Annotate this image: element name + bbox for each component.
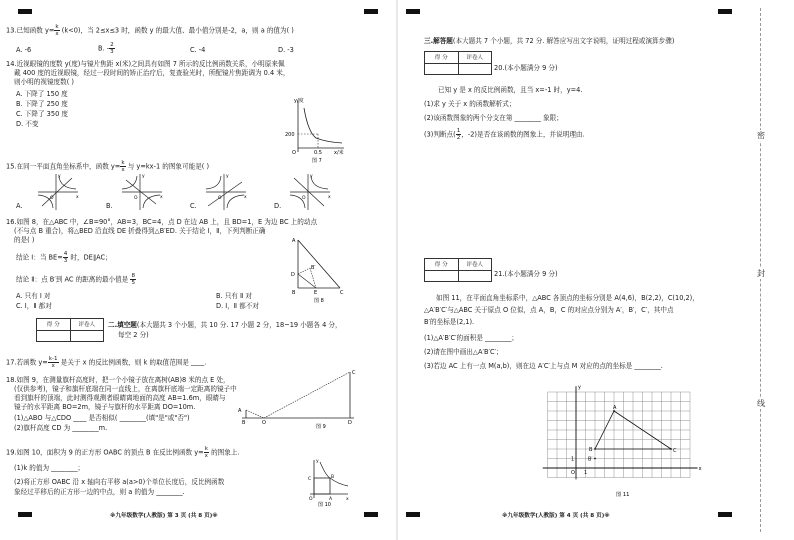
q18-sub-1: (1)△ABO 与△CDO ____ 是否相似( ________(填"是"或"否") [14, 414, 190, 422]
exam-page-3 [0, 0, 396, 540]
q16-option-a: A. 只有 Ⅰ 对 [16, 292, 51, 300]
q20-sub-2: (2)该函数图象的两个分支在第 ________ 象限； [424, 114, 563, 122]
q13-option-a: A. -6 [16, 46, 32, 54]
grader-blank[interactable] [70, 331, 104, 342]
figure-11 [538, 382, 708, 498]
q15-option-d: D. [274, 202, 282, 210]
fig7-x-tick: 0.5 [314, 150, 322, 156]
q19-sub-1: (1)k 的值为 ________； [14, 464, 85, 472]
fig9-D: D [348, 420, 352, 426]
q18-sub-2: (2)旗杆高度 CD 为 ________m. [14, 424, 108, 432]
q21-score-box: 得 分 评卷人 [424, 258, 492, 282]
svg-text:x: x [76, 195, 79, 200]
fig8-A: A [292, 238, 296, 244]
q18-line-2: (仅供参考)，镜子和旗杆底端在同一直线上，在离旗杆底端一定距离的镜子中 [14, 385, 237, 393]
seal-char-mi: 密 [754, 130, 768, 141]
svg-text:y: y [58, 174, 61, 179]
q15-graph-d [290, 174, 331, 210]
q20-sub-1: (1)求 y 关于 x 的函数解析式； [424, 100, 516, 108]
fig11-caption: 图 11 [616, 492, 630, 498]
svg-text:x: x [160, 195, 163, 200]
q19-sub-2-line-1: (2)将正方形 OABC 沿 x 轴向右平移 a(a>0)个单位长度后，反比例函数 [14, 478, 225, 486]
q15-graph-options [14, 172, 344, 212]
svg-text:x: x [244, 195, 247, 200]
q20-score-box: 得 分 评卷人 [424, 51, 492, 75]
q14-option-d: D. 不变 [16, 120, 39, 128]
q21-grader-blank[interactable] [458, 271, 492, 282]
page-3-footer: ※九年级数学(人教版) 第 3 页 (共 8 页)※ [110, 513, 218, 519]
q16-option-b: B. 只有 Ⅱ 对 [216, 292, 252, 300]
fig9-O: O [262, 420, 266, 426]
q21-line-2: △A′B′C′与△ABC 关于原点 O 位似，点 A，B，C 的对应点分别为 A′，B′，C′，其中点 [424, 306, 674, 314]
section2-score-box [36, 318, 104, 342]
q14-option-a: A. 下降了 150 度 [16, 90, 68, 98]
q13-stem: 13.已知函数 y= [6, 26, 55, 35]
corner-mark-bottom-right [364, 512, 378, 517]
seal-char-xian: 线 [754, 398, 768, 409]
svg-text:B: B [331, 475, 335, 480]
q15-option-c: C. [190, 202, 197, 210]
figure-7 [284, 96, 346, 164]
svg-text:A: A [329, 497, 333, 502]
page-4-footer: ※九年级数学(人教版) 第 4 页 (共 8 页)※ [502, 513, 610, 519]
corner-mark-top-right-r [718, 9, 732, 14]
corner-mark-bottom-left-r [406, 512, 420, 517]
fig11-label-c: C [673, 448, 677, 454]
fig7-xlabel: x/米 [334, 150, 344, 156]
q21-title: 21.(本小题满分 9 分) [494, 270, 558, 278]
q14-line-2: 戴 400 度的近视眼镜，经过一段时间的矫正治疗后，复查验光时，所配镜片焦距调为 0.4 米， [14, 69, 290, 77]
question-19: 19.如图 10，面积为 9 的正方形 OABC 的顶点 B 在反比例函数 y= $\frac{k}{x}$ 的图象上. [6, 446, 240, 459]
seal-char-feng: 封 [754, 268, 768, 279]
fig11-label-x: x [698, 466, 702, 472]
section2-desc-line-2: 每空 2 分) [118, 331, 149, 339]
fig7-hyperbola [304, 108, 342, 143]
fig7-caption: 图 7 [312, 158, 322, 164]
q21-sub-3: (3)若边 AC 上有一点 M(a,b)，则在边 A′C′上与点 M 对应的点的坐标是 ________. [424, 362, 663, 370]
q16-line-3: 的是( ) [14, 236, 35, 244]
fig8-C: C [340, 290, 344, 296]
fig11-label-one-y: 1 [571, 456, 575, 463]
q16-line-1: 16.如图 8，在△ABC 中，∠B=90°，AB=3，BC=4，点 D 在边 AB 上，且 BD=1，E 为边 BC 上的动点 [6, 218, 318, 226]
fig11-label-o: O [571, 470, 575, 476]
svg-text:x: x [328, 195, 331, 200]
svg-text:O: O [218, 196, 222, 201]
q21-sub-1: (1)△A′B′C′的面积是 ________； [424, 334, 518, 342]
fig11-label-y: y [578, 384, 581, 391]
question-15: 15.在同一平面直角坐标系中，函数 y= $\frac{k}{x}$ 与 y=kx-1 的图象可能是( ) [6, 160, 210, 173]
q16-line-2: (不与点 B 重合)，将△BED 沿直线 DE 折叠得到△B′ED. 关于结论 Ⅰ，Ⅱ，下列判断正确 [14, 227, 266, 235]
fig7-origin: O [292, 150, 296, 156]
svg-text:x: x [346, 497, 349, 502]
q16-option-c: C. Ⅰ，Ⅱ 都对 [16, 302, 52, 310]
fig11-label-b-prime: B′ [588, 456, 593, 463]
section3-title: 三.解答题(本大题共 7 个小题，共 72 分. 解答应写出文字说明，证明过程或演算步骤) [424, 37, 675, 45]
fig8-E: E [314, 290, 318, 296]
q15-graph-c [206, 174, 247, 210]
q18-line-1: 18.如图 9，在测量旗杆高度时，把一个小镜子放在离树(AB)8 米的点 E 处， [6, 376, 230, 384]
q21-line-3: B′的坐标是(2,1). [424, 318, 475, 326]
q15-graph-a [38, 174, 79, 210]
corner-mark-top-left [18, 9, 32, 14]
fig10-caption: 图 10 [318, 502, 331, 508]
q14-option-b: B. 下降了 250 度 [16, 100, 68, 108]
svg-text:y: y [226, 174, 229, 179]
q18-line-4: 镜子的水平距离 BO=2m，镜子与旗杆的水平距离 DO=10m. [14, 403, 196, 411]
fig11-label-b: B [589, 447, 593, 453]
q21-line-1: 如图 11，在平面直角坐标系中，△ABC 各顶点的坐标分别是 A(4,6)，B(2,2)，C(10,2)， [436, 294, 699, 302]
q20-given: 已知 y 是 x 的反比例函数，且当 x=-1 时，y=4. [438, 86, 583, 94]
q20-grader-blank[interactable] [458, 64, 492, 75]
figure-10 [306, 456, 350, 508]
fig8-D: D [291, 272, 295, 278]
svg-text:O: O [50, 196, 54, 201]
figure-9 [236, 366, 364, 428]
q16-conclusion-1: 结论 Ⅰ：当 BE= $\frac{4}{3}$ 时，DE∥AC； [16, 251, 112, 264]
svg-text:y: y [316, 459, 319, 464]
svg-text:y: y [142, 174, 145, 179]
score-blank[interactable] [37, 331, 70, 342]
q18-line-3: 看到旗杆的顶端，此时测得观测者眼睛离地面的高度 AB=1.6m，眼睛与 [14, 394, 226, 402]
q16-conclusion-2: 结论 Ⅱ：点 B′到 AC 的距离的最小值是 $\frac{8}{5}$ [16, 273, 136, 286]
q13-fraction: $\frac{k}{x}$ [55, 24, 59, 37]
q19-sub-2-line-2: 象经过平移后的正方形一边的中点，则 a 的值为 ________. [14, 488, 185, 496]
q15-option-a: A. [16, 202, 23, 210]
fig11-point-b-prime [594, 458, 596, 460]
grader-label: 评卷人 [70, 319, 104, 330]
q14-line-1: 14.近视眼镜的度数 y(度)与镜片焦距 x(米)之间具有如图 7 所示的反比例函数关系，小明原来佩 [6, 60, 285, 68]
q13-option-d: D. -3 [278, 46, 294, 54]
fig7-ylabel: y/度 [294, 98, 304, 104]
fig7-y-tick: 200 [285, 132, 295, 138]
fig8-caption: 图 8 [314, 298, 324, 304]
svg-text:y: y [310, 174, 313, 179]
q20-sub-3: (3)判断点( $\frac{1}{2}$ ，-2)是否在该函数的图象上，并说明理由. [424, 128, 585, 141]
fig9-caption: 图 9 [316, 424, 326, 430]
q13-option-c: C. -4 [190, 46, 206, 54]
q14-option-c: C. 下降了 350 度 [16, 110, 68, 118]
fig9-A: A [238, 408, 242, 414]
fig9-C: C [352, 370, 356, 376]
question-17: 17.若函数 y= $\frac{k-1}{x}$ 是关于 x 的反比例函数，则 k 的取值范围是 ____. [6, 356, 207, 369]
corner-mark-top-right [364, 9, 378, 14]
question-13 [6, 24, 294, 37]
q14-line-3: 则小明的视镜度数( ) [14, 78, 74, 86]
fig8-B2: B′ [311, 265, 316, 271]
q16-option-d: D. Ⅰ，Ⅱ 都不对 [216, 302, 259, 310]
q15-option-b: B. [106, 202, 113, 210]
fig11-label-a: A [613, 405, 617, 411]
fig8-B: B [292, 290, 296, 296]
svg-text:O: O [134, 196, 138, 201]
q13-stem-rest: (k<0)，当 2≤x≤3 时，函数 y 的最大值、最小值分别是-2，a，则 a 的值为( ) [59, 26, 294, 35]
score-label: 得 分 [46, 322, 60, 329]
fig11-label-one-x: 1 [584, 470, 588, 476]
svg-text:C: C [308, 477, 312, 482]
corner-mark-bottom-left [18, 512, 32, 517]
corner-mark-top-left-r [406, 9, 420, 14]
q13-option-b: B. - $\frac{2}{3}$ [98, 42, 114, 55]
exam-page-4 [398, 0, 794, 540]
q15-graph-b [122, 174, 163, 210]
svg-text:O: O [309, 497, 313, 502]
q20-title: 20.(本小题满分 9 分) [494, 64, 558, 72]
fig9-B: B [242, 420, 246, 426]
fig11-vertex-c [670, 448, 672, 450]
figure-8 [288, 232, 348, 304]
svg-text:O: O [302, 196, 306, 201]
q20-score-blank[interactable] [425, 64, 458, 75]
q21-score-blank[interactable] [425, 271, 458, 282]
section2-title: 二.填空题(本大题共 3 个小题，共 10 分. 17 小题 2 分，18~19 小题各 4 分， [108, 321, 342, 329]
q21-sub-2: (2)请在图中画出△A′B′C′； [424, 348, 503, 356]
corner-mark-bottom-right-r [718, 512, 732, 517]
fig11-vertex-b [594, 448, 596, 450]
